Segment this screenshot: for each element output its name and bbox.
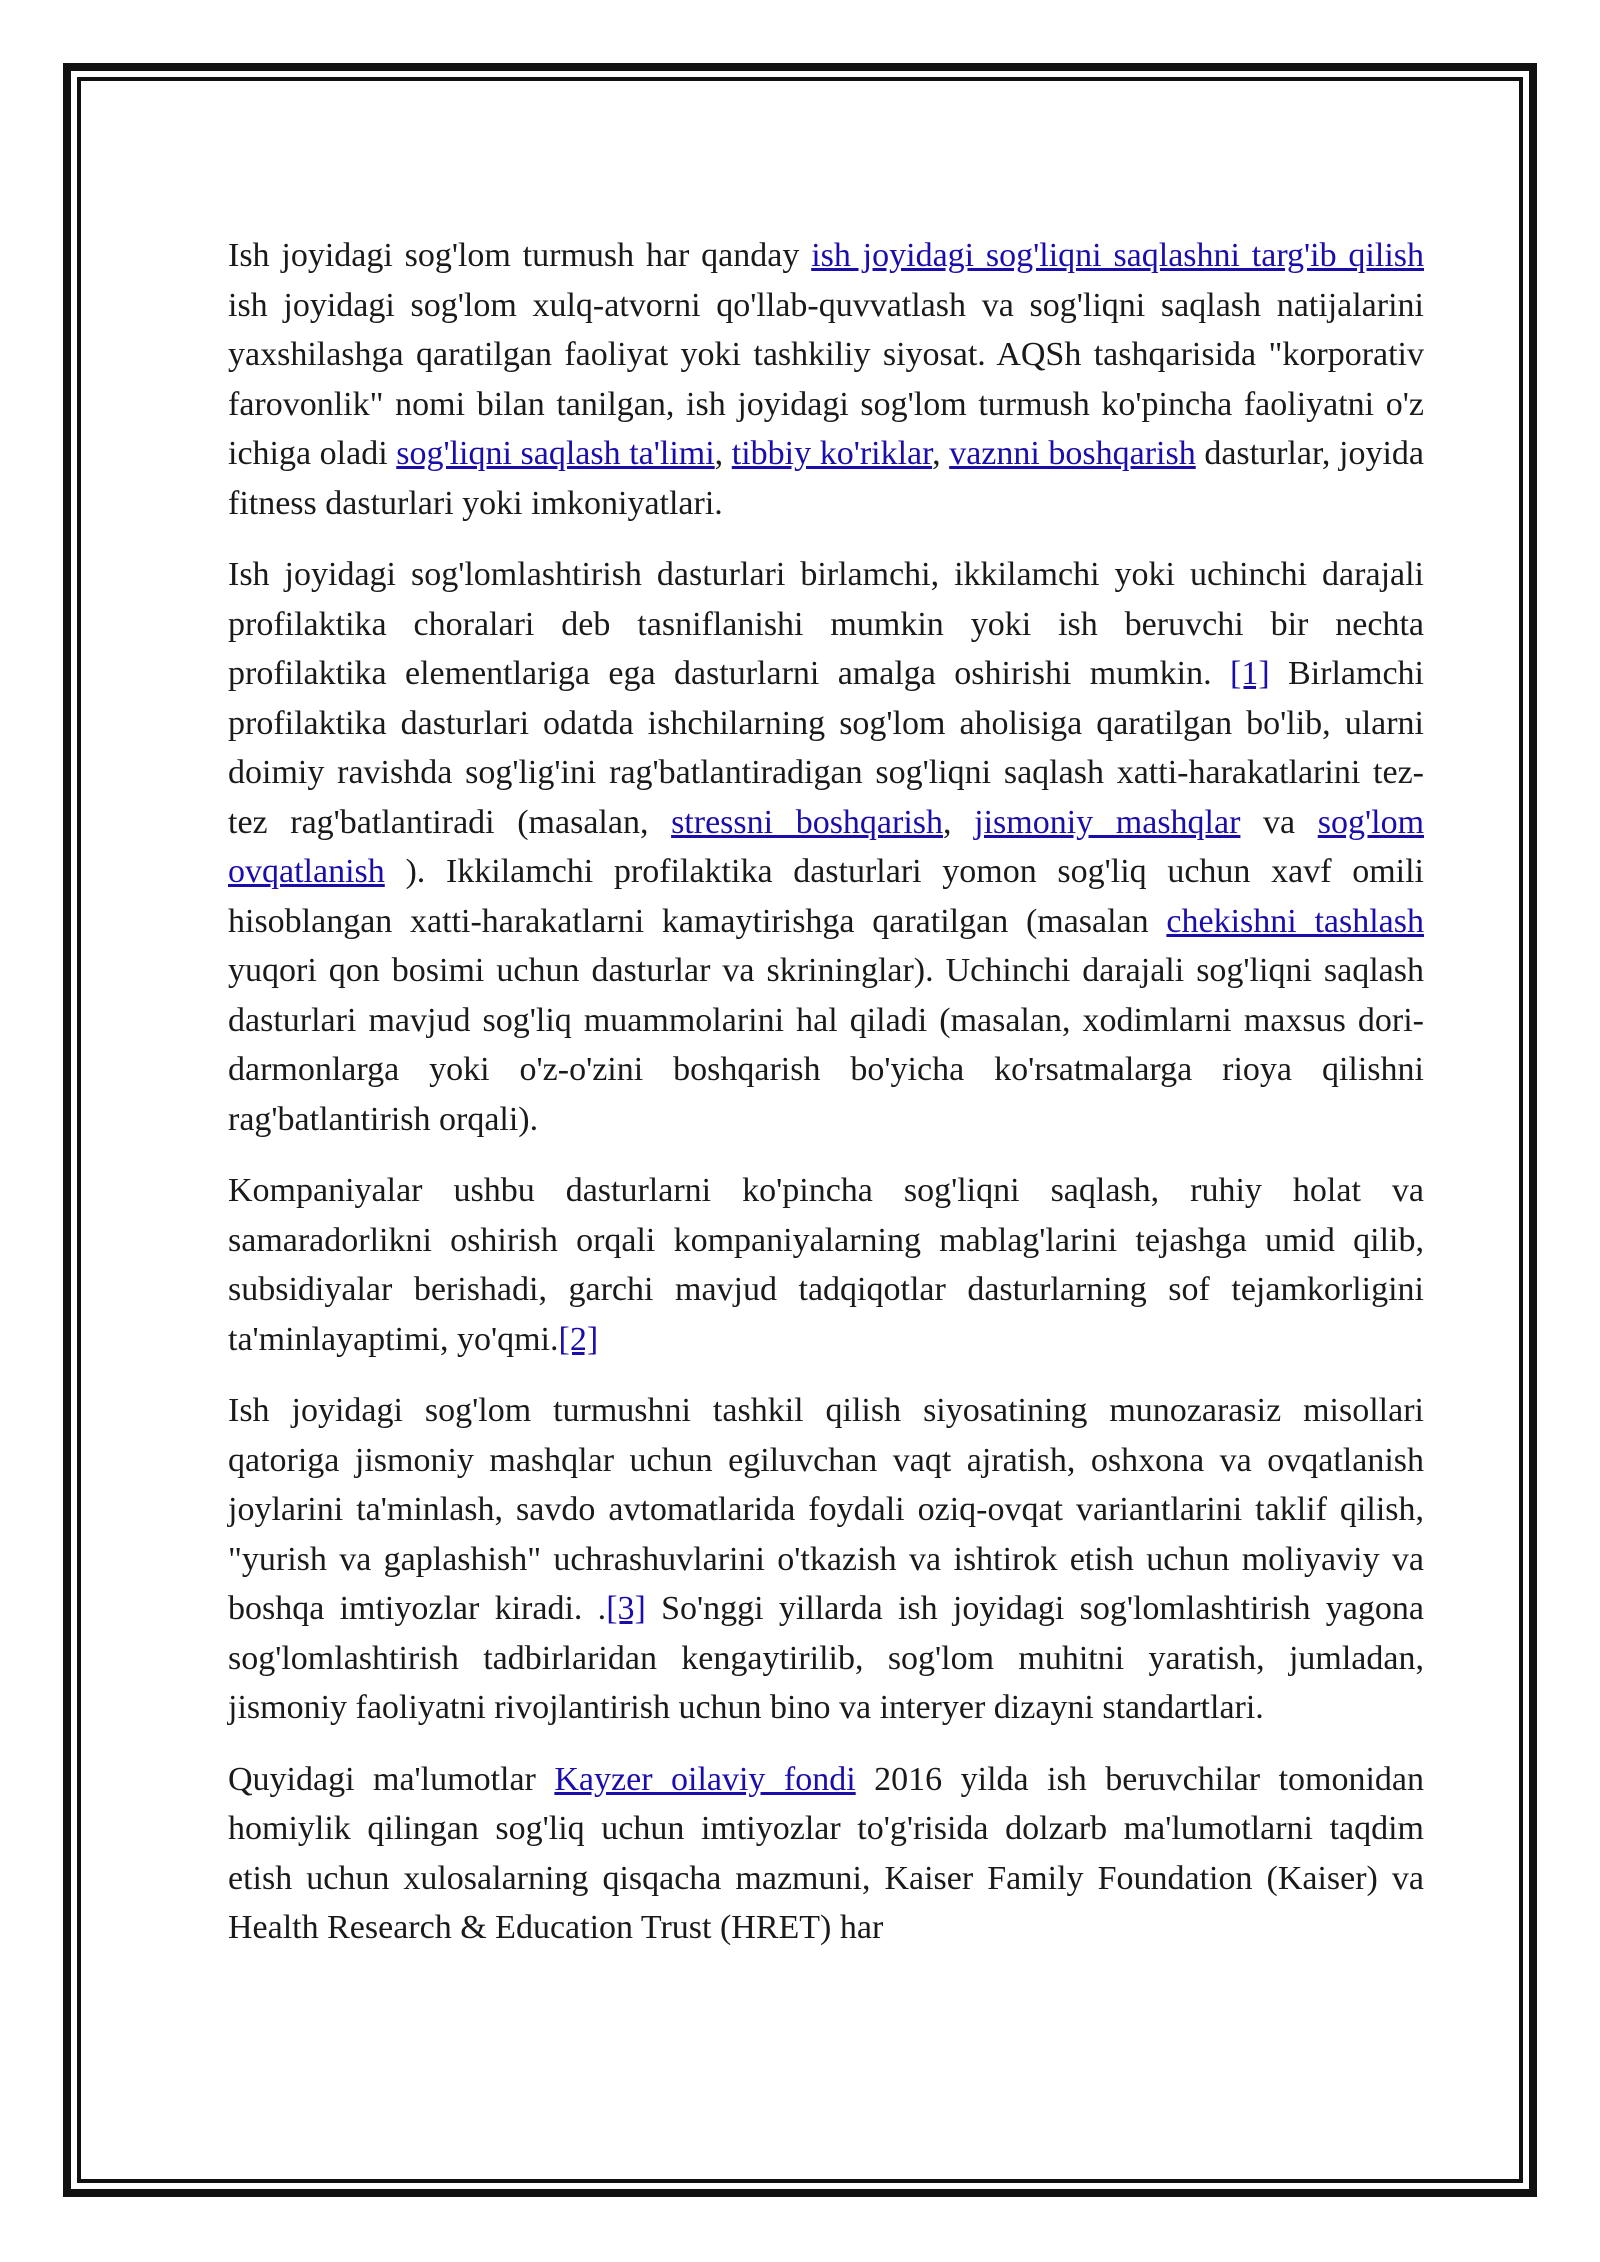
hyperlink[interactable]: chekishni tashlash	[1166, 902, 1424, 940]
paragraph-text: ,	[932, 435, 950, 472]
paragraph-text: dasturlar, joyida fitness dasturlari yoki imkoniyatlari.	[228, 435, 1424, 522]
hyperlink[interactable]: [3]	[606, 1590, 646, 1627]
hyperlink[interactable]: vaznni boshqarish	[949, 435, 1196, 472]
hyperlink[interactable]: sog'lom ovqatlanish	[228, 803, 1425, 890]
paragraph-text: So'nggi yillarda ish joyidagi sog'lomlashtirish yagona sog'lomlashtirish tadbirlaridan kengaytirilib, sog'lom muhitni yaratish, jumladan, jismoniy faoliyatni rivojlantirish uchun bino va interyer dizayni standartlari.	[228, 1590, 1424, 1726]
paragraph-text: Kompaniyalar ushbu dasturlarni ko'pincha sog'liqni saqlash, ruhiy holat va samaradorlikni oshirish orqali kompaniyalarning mablag'larini tejashga umid qilib, subsidiyalar berishadi, garchi mavjud tadqiqotlar dasturlarning sof tejamkorligini ta'minlayaptimi, yo'qmi.	[228, 1172, 1424, 1358]
paragraph-text: ). Ikkilamchi profilaktika dasturlari yomon sog'liq uchun xavf omili hisoblangan xatti-harakatlarni kamaytirishga qaratilgan (masalan	[228, 853, 1424, 940]
hyperlink[interactable]: tibbiy ko'riklar	[731, 435, 933, 472]
paragraph-text: Birlamchi profilaktika dasturlari odatda ishchilarning sog'lom aholisiga qaratilgan bo'lib, ularni doimiy ravishda sog'lig'ini rag'batlantiradigan sog'liqni saqlash xatti-harakatlarini tez-tez rag'batlantiradi (masalan,	[228, 655, 1425, 841]
paragraph-text: 2016 yilda ish beruvchilar tomonidan homiylik qilingan sog'liq uchun imtiyozlar to'g'risida dolzarb ma'lumotlarni taqdim etish uchun xulosalarning qisqacha mazmuni, Kaiser Family Foundation (Kaiser) va Health Research & Education Trust (HRET) har	[228, 1760, 1424, 1946]
paragraph	[228, 1386, 1424, 1733]
paragraph-text: yuqori qon bosimi uchun dasturlar va skrininglаr). Uchinchi darajali sog'liqni saqlash dasturlari mavjud sog'liq muammolarini hal qiladi (masalan, xodimlarni maxsus dori-darmonlarga yoki o'z-o'zini boshqarish bo'yicha ko'rsatmalarga rioya qilishni rag'batlantirish orqali).	[228, 952, 1424, 1138]
hyperlink[interactable]: sog'liqni saqlash ta'limi	[396, 435, 715, 472]
paragraph-text: Ish joyidagi sog'lom turmushni tashkil qilish siyosatining munozarasiz misollari qatoriga jismoniy mashqlar uchun egiluvchan vaqt ajratish, oshxona va ovqatlanish joylarini ta'minlash, savdo avtomatlarida foydali oziq-ovqat variantlarini taklif qilish, "yurish va gaplashish" uchrashuvlarini o'tkazish va ishtirok etish uchun moliyaviy va boshqa imtiyozlar kiradi. .	[228, 1392, 1424, 1627]
hyperlink[interactable]: Kayzer oilaviy fondi	[554, 1760, 856, 1798]
hyperlink[interactable]: jismoniy mashqlar	[974, 803, 1241, 841]
hyperlink[interactable]: [2]	[558, 1320, 599, 1358]
paragraph	[228, 231, 1424, 528]
paragraph	[228, 1755, 1424, 1953]
paragraph-text: ish joyidagi sog'lom xulq-atvorni qo'llab-quvvatlash va sog'liqni saqlash natijalarini yaxshilashga qaratilgan faoliyat yoki tashkiliy siyosat. AQSh tashqarisida "korporativ farovonlik" nomi bilan tanilgan, ish joyidagi sog'lom turmush ko'pincha faoliyatni o'z ichiga oladi	[228, 286, 1424, 472]
paragraph	[228, 1166, 1424, 1364]
hyperlink[interactable]: [1]	[1230, 655, 1270, 692]
paragraph-text: Ish joyidagi sog'lomlashtirish dasturlari birlamchi, ikkilamchi yoki uchinchi darajali profilaktika choralari deb tasniflanishi mumkin yoki ish beruvchi bir nechta profilaktika elementlariga ega dasturlarni amalga oshirishi mumkin.	[228, 556, 1424, 692]
hyperlink[interactable]: stressni boshqarish	[671, 803, 944, 841]
paragraph-text: ,	[943, 803, 975, 841]
paragraph-text: va	[1240, 803, 1318, 841]
paragraph	[228, 550, 1424, 1144]
paragraph-text: Ish joyidagi sog'lom turmush har qanday	[228, 237, 812, 274]
paragraph-text: Quyidagi ma'lumotlar	[228, 1760, 555, 1798]
paragraph-text: ,	[714, 435, 732, 472]
hyperlink[interactable]: ish joyidagi sog'liqni saqlashni targ'ib qilish	[811, 237, 1424, 274]
document-body	[228, 231, 1424, 1975]
